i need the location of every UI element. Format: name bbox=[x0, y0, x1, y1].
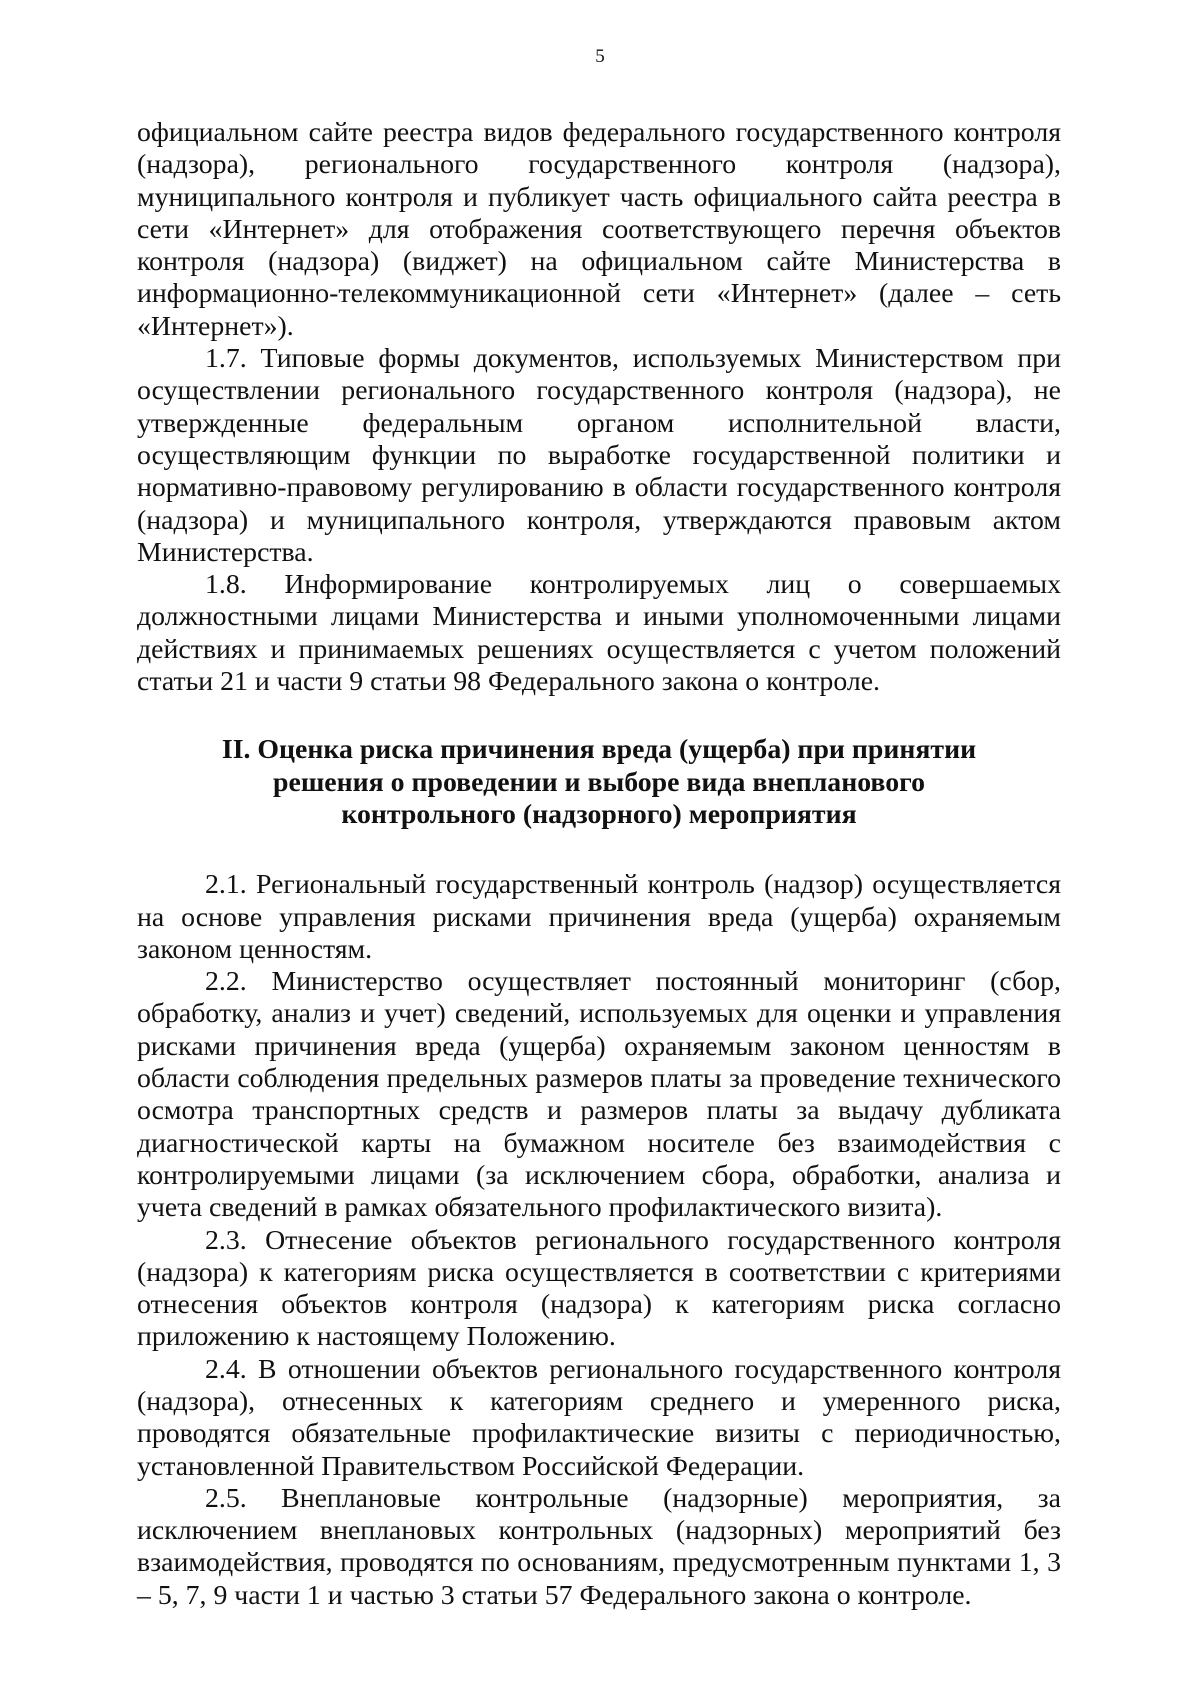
section-heading-line: II. Оценка риска причинения вреда (ущерба) при принятии bbox=[221, 734, 977, 766]
page-number: 5 bbox=[595, 46, 605, 67]
section-heading-line: решения о проведении и выборе вида внепланового bbox=[273, 766, 925, 798]
paragraph-2-3: 2.3. Отнесение объектов регионального государственного контроля (надзора) к категориям риска осуществляется в соответствии с критериями отнесения объектов контроля (надзора) к категориям риска согласно приложению к настоящему Положению. bbox=[137, 1224, 1061, 1353]
paragraph-2-4: 2.4. В отношении объектов регионального государственного контроля (надзора), отнесенных к категориям среднего и умеренного риска, проводятся обязательные профилактические визиты с периодичностью, установленной Правительством Российской Федерации. bbox=[137, 1353, 1061, 1482]
paragraph-2-1: 2.1. Региональный государственный контроль (надзор) осуществляется на основе управления рисками причинения вреда (ущерба) охраняемым законом ценностям. bbox=[137, 869, 1061, 965]
paragraph-1-8: 1.8. Информирование контролируемых лиц о совершаемых должностными лицами Министерства и иными уполномоченными лицами действиях и принимаемых решениях осуществляется с учетом положений статьи 21 и части 9 статьи 98 Федерального закона о контроле. bbox=[137, 569, 1061, 698]
document-body bbox=[137, 117, 1061, 1612]
section-heading bbox=[137, 734, 1061, 831]
paragraph-continuation: официальном сайте реестра видов федерального государственного контроля (надзора), регионального государственного контроля (надзора), муниципального контроля и публикует часть официального сайта реестра в сети «Интернет» для отображения соответствующего перечня объектов контроля (надзора) (виджет) на официальном сайте Министерства в информационно-телекоммуникационной сети «Интернет» (далее – сеть «Интернет»). bbox=[137, 117, 1061, 342]
paragraph-2-5: 2.5. Внеплановые контрольные (надзорные) мероприятия, за исключением внеплановых контрольных (надзорных) мероприятий без взаимодействия, проводятся по основаниям, предусмотренным пунктами 1, 3 – 5, 7, 9 части 1 и частью 3 статьи 57 Федерального закона о контроле. bbox=[137, 1482, 1061, 1611]
paragraph-1-7: 1.7. Типовые формы документов, используемых Министерством при осуществлении регионального государственного контроля (надзора), не утвержденные федеральным органом исполнительной власти, осуществляющим функции по выработке государственной политики и нормативно-правовому регулированию в области государственного контроля (надзора) и муниципального контроля, утверждаются правовым актом Министерства. bbox=[137, 343, 1061, 568]
paragraph-2-2: 2.2. Министерство осуществляет постоянный мониторинг (сбор, обработку, анализ и учет) сведений, используемых для оценки и управления рисками причинения вреда (ущерба) охраняемым законом ценностям в области соблюдения предельных размеров платы за проведение технического осмотра транспортных средств и размеров платы за выдачу дубликата диагностической карты на бумажном носителе без взаимодействия с контролируемыми лицами (за исключением сбора, обработки, анализа и учета сведений в рамках обязательного профилактического визита). bbox=[137, 966, 1061, 1224]
section-heading-line: контрольного (надзорного) мероприятия bbox=[341, 798, 857, 830]
